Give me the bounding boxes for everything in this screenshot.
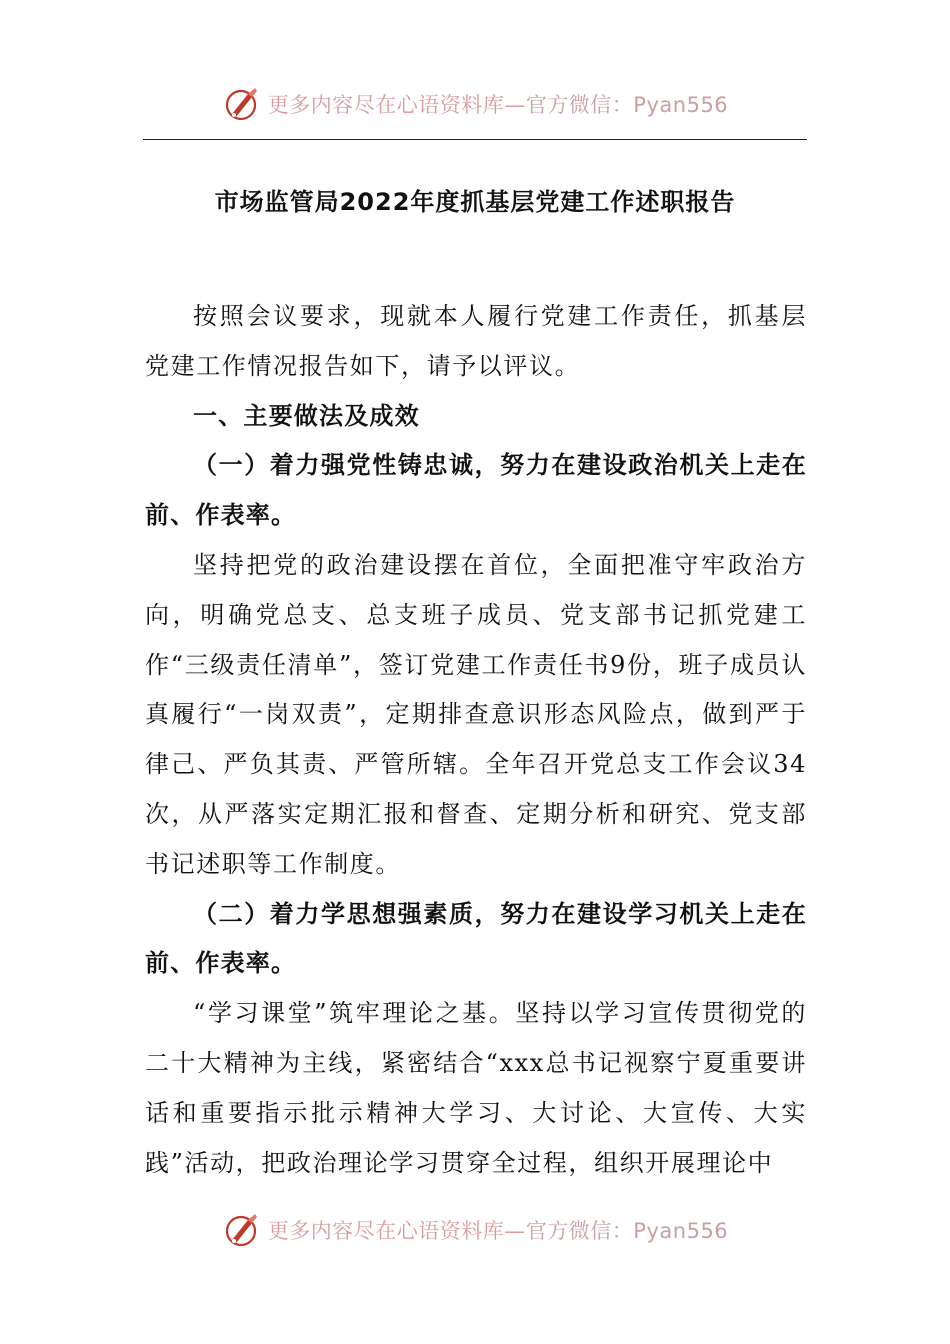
- pen-logo-icon: [222, 84, 262, 124]
- header-watermark-banner: [0, 80, 950, 128]
- banner-text: [268, 1215, 728, 1245]
- banner-slogan: 更多内容尽在心语资料库—: [267, 1219, 526, 1243]
- subsection-heading-2: （二）着力学思想强素质，努力在建设学习机关上走在前、作表率。: [145, 899, 807, 978]
- footer-watermark-banner: [0, 1206, 950, 1254]
- paragraph-intro: 按照会议要求，现就本人履行党建工作责任，抓基层党建工作情况报告如下，请予以评议。: [145, 302, 807, 380]
- banner-wechat: 官方微信：Pyan556: [525, 93, 729, 117]
- header-rule: [143, 139, 807, 140]
- paragraph-political-building: 坚持把党的政治建设摆在首位，全面把准守牢政治方向，明确党总支、总支班子成员、党支部书记抓党建工作“三级责任清单”，签订党建工作责任书9份，班子成员认真履行“一岗双责”，定期排查意识形态风险点，做到严于律己、严负其责、严管所辖。全年召开党总支工作会议34次，从严落实定期汇报和督查、定期分析和研究、党支部书记述职等工作制度。: [145, 550, 807, 878]
- banner-text: [268, 89, 728, 119]
- paragraph-learning-classroom: “学习课堂”筑牢理论之基。坚持以学习宣传贯彻党的二十大精神为主线，紧密结合“xxx总书记视察宁夏重要讲话和重要指示批示精神大学习、大讨论、大宣传、大实践”活动，把政治理论学习贯穿全过程，组织开展理论中: [145, 999, 807, 1177]
- banner-slogan: 更多内容尽在心语资料库—: [267, 93, 526, 117]
- section-heading-1: 一、主要做法及成效: [193, 401, 420, 430]
- document-body: [145, 292, 807, 1188]
- pen-logo-icon: [222, 1210, 262, 1250]
- document-title: 市场监管局2022年度抓基层党建工作述职报告: [214, 188, 736, 216]
- banner-wechat: 官方微信：Pyan556: [525, 1219, 729, 1243]
- subsection-heading-1: （一）着力强党性铸忠诚，努力在建设政治机关上走在前、作表率。: [145, 451, 807, 530]
